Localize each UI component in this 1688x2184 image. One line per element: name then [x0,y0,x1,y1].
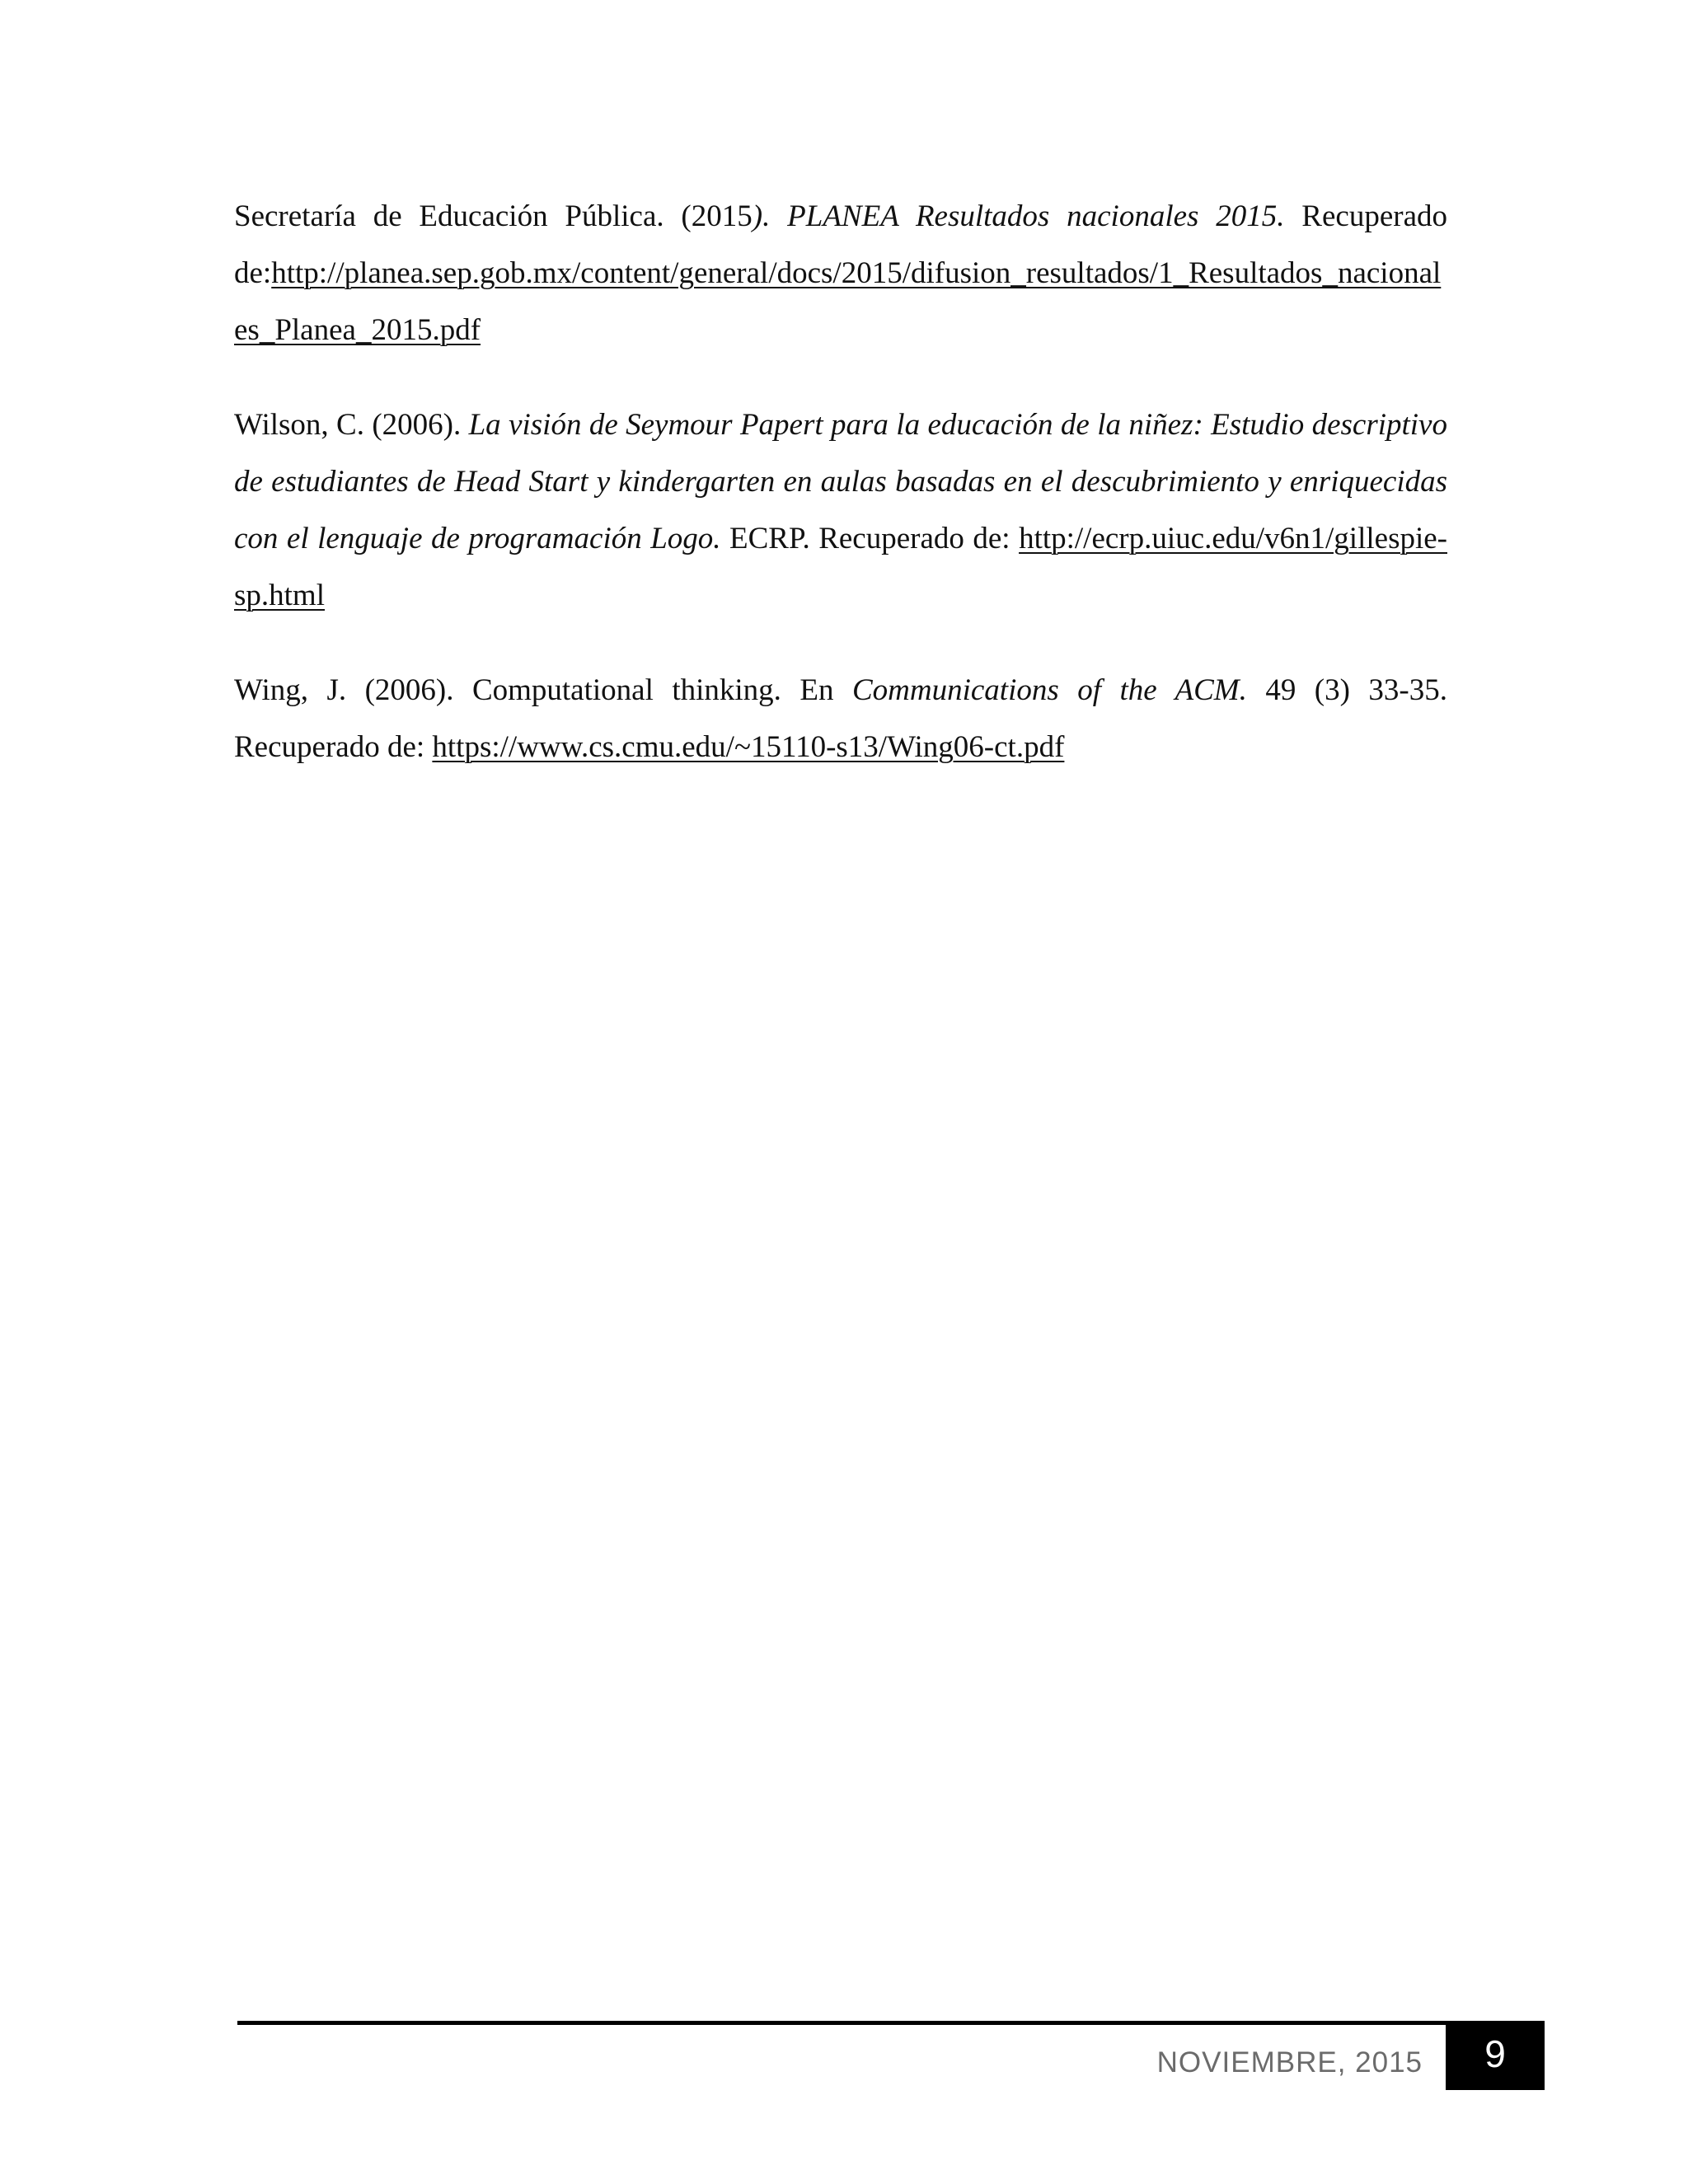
reference-text: Wilson, C. (2006). [234,408,469,442]
reference-title: La visión de Seymour Papert para la educación de la niñez: Estudio descriptivo de estudiantes de Head Start y kindergarten en aulas basadas en el descubrimiento y enriquecidas con el lenguaje de programación Logo. [234,408,1447,555]
reference-link[interactable]: https://www.cs.cmu.edu/~15110-s13/Wing06-ct.pdf [432,730,1065,764]
reference-text: ECRP. Recuperado de: [720,522,1020,555]
reference-list [234,188,1447,813]
reference-entry-wilson [234,396,1447,624]
reference-text: Secretaría de Educación Pública. (2015 [234,199,753,233]
reference-title: Communications of the ACM. [851,673,1247,707]
footer-date: NOVIEMBRE, 2015 [1156,2046,1423,2079]
reference-text: 49 (3) 33-35. Recuperado de: [234,673,1447,764]
reference-text: Recuperado de: [234,199,1447,290]
page-number: 9 [1446,2021,1545,2090]
reference-link[interactable]: http://planea.sep.gob.mx/content/general/docs/2015/difusion_resultados/1_Resultados_nacionales_Planea_2015.pdf [234,256,1442,347]
footer-divider [237,2021,1451,2025]
reference-entry-sep [234,188,1447,359]
reference-entry-wing [234,662,1447,776]
reference-title: ). PLANEA Resultados nacionales 2015. [752,199,1285,233]
reference-link[interactable]: http://ecrp.uiuc.edu/v6n1/gillespie-sp.html [234,522,1447,612]
reference-text: Wing, J. (2006). Computational thinking. En [234,673,852,707]
